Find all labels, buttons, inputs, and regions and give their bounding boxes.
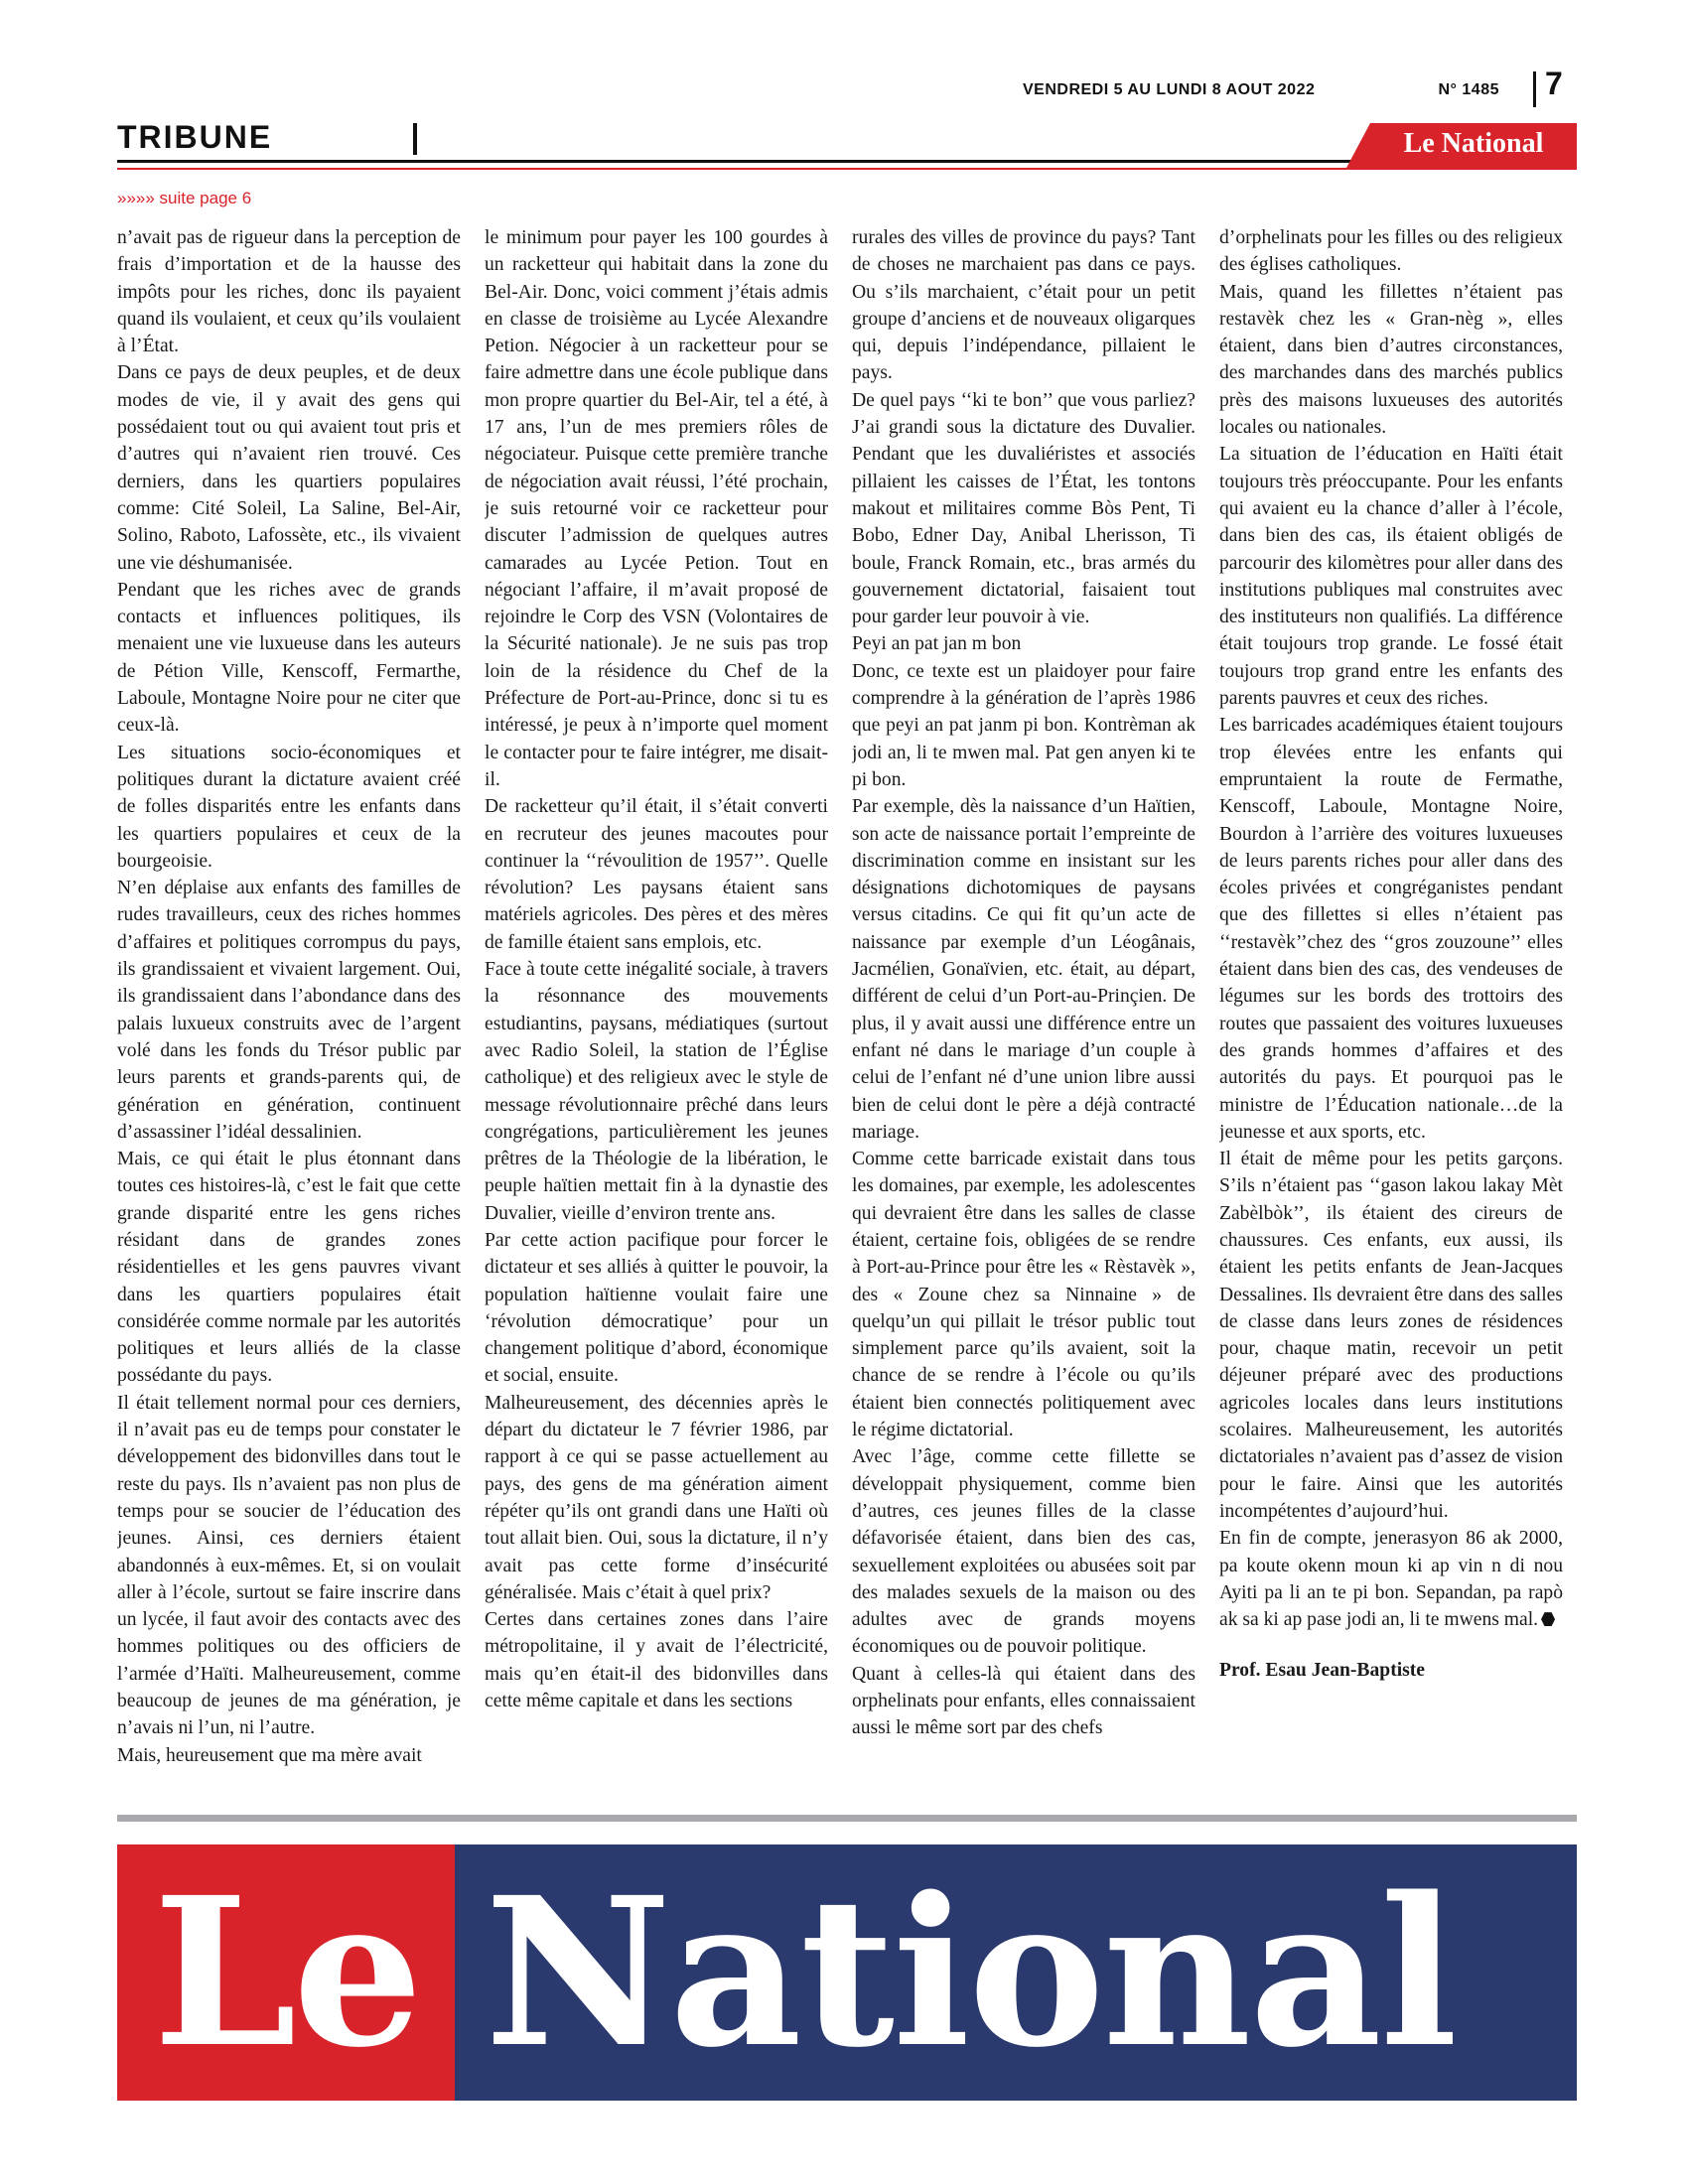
- header-rule: [117, 160, 1370, 163]
- paragraph: De racketteur qu’il était, il s’était converti en recruteur des jeunes macoutes pour continuer la ‘‘révoulition de 1957’’. Quelle révolution? Les paysans étaient sans matériels agricoles. Des pères et des mères de famille étaient sans emplois, etc.: [485, 796, 828, 953]
- paragraph: Mais, ce qui était le plus étonnant dans toutes ces histoires-là, c’est le fait que cette grande disparité entre les gens riches résidant dans de grandes zones résidentielles et les gens pauvres vivant dans les quartiers populaires était considérée comme normale par les autorités politiques et leurs alliés de la classe possédante du pays.: [117, 1149, 461, 1387]
- paragraph: Les barricades académiques étaient toujours trop élevées entre les enfants qui empruntaient la route de Fermathe, Kenscoff, Laboule, Montagne Noire, Bourdon à l’arrière des voitures luxueuses de leurs parents riches pour aller dans des écoles privées et congréganistes pendant que des fillettes si elles n’étaient pas ‘‘restavèk’’chez des ‘‘gros zouzoune’’ elles étaient dans bien des cas, des vendeuses de légumes sur les bords des trottoirs des routes que passaient des voitures luxueuses des grands hommes d’affaires et des autorités du pays. Et pourquoi pas le ministre de l’Éducation nationale…de la jeunesse et aux sports, etc.: [1219, 715, 1563, 1143]
- end-of-article-icon: [1541, 1612, 1555, 1626]
- article-column-1: [117, 224, 461, 1793]
- paragraph: Malheureusement, des décennies après le départ du dictateur le 7 février 1986, par rapport à ce qui se passe actuellement au pays, des gens de ma génération aiment répéter qu’ils ont grandi dans une Haïti où tout allait bien. Oui, sous la dictature, il n’y avait pas cette forme d’insécurité généralisée. Mais c’était à quel prix?: [485, 1392, 828, 1603]
- paragraph: Par cette action pacifique pour forcer le dictateur et ses alliés à quitter le pouvoir, la population haïtienne voulait faire une ‘révolution démocratique’ pour un changement politique d’abord, économique et social, ensuite.: [485, 1229, 828, 1387]
- section-marker: [413, 123, 417, 155]
- paragraph: le minimum pour payer les 100 gourdes à un racketteur qui habitait dans la zone du Bel-Air. Donc, voici comment j’étais admis en classe de troisième au Lycée Alexandre Petion. Négocier à un racketteur pour se faire admettre dans une école publique dans mon propre quartier du Bel-Air, tel a été, à 17 ans, l’un de mes premiers rôles de négociateur. Puisque cette première tranche de négociation avait réussi, l’été prochain, je suis retourné voir ce racketteur pour discuter l’admission de quelques autres camarades au Lycée Petion. Tout en négociant l’affaire, il m’avait proposé de rejoindre le Corp des VSN (Volontaires de la Sécurité nationale). Je ne suis pas trop loin de la résidence du Chef de la Préfecture de Port-au-Prince, donc si tu es intéressé, je peux à n’importe quel moment le contacter pour te faire intégrer, me disait-il.: [485, 227, 828, 790]
- paragraph: Mais, heureusement que ma mère avait: [117, 1744, 422, 1766]
- paragraph: Les situations socio-économiques et politiques durant la dictature avaient créé de folles disparités entre les enfants dans les quartiers populaires et ceux de la bourgeoisie.: [117, 742, 461, 872]
- article-column-2: [485, 224, 828, 1793]
- page-number: 7: [1545, 66, 1563, 101]
- logo-red-block: [117, 1844, 455, 2101]
- page-number-divider: [1533, 71, 1536, 107]
- paragraph: Certes dans certaines zones dans l’aire métropolitaine, il y avait de l’électricité, mais qu’en était-il des bidonvilles dans cette même capitale et dans les sections: [485, 1609, 828, 1712]
- paragraph: La situation de l’éducation en Haïti était toujours très préoccupante. Pour les enfants qui avaient eu la chance d’aller à l’école, dans bien des cas, ils étaient obligés de parcourir des kilomètres pour aller dans des institutions publiques mal construites avec des instituteurs non qualifiés. La différence était toujours trop grande. Le fossé était toujours trop grand entre les enfants des parents pauvres et ceux des riches.: [1219, 444, 1563, 710]
- article-column-4: [1219, 224, 1563, 1793]
- logo-text-national: National: [485, 1852, 1457, 2093]
- paragraph: rurales des villes de province du pays? Tant de choses ne marchaient pas dans ce pays. Ou s’ils marchaient, c’était pour un petit groupe d’anciens et de nouveaux oligarques qui, depuis l’indépendance, pillaient le pays.: [852, 227, 1196, 384]
- logo-blue-block: [455, 1844, 1577, 2101]
- paragraph: Il était tellement normal pour ces derniers, il n’avait pas eu de temps pour constater le développement des bidonvilles dans tout le reste du pays. Ils n’avaient pas non plus de temps pour se soucier de l’éducation des jeunes. Ainsi, ces derniers étaient abandonnés à eux-mêmes. Et, si on voulait aller à l’école, surtout se faire inscrire dans un lycée, il faut avoir des contacts avec des hommes politiques ou des officiers de l’armée d’Haïti. Malheureusement, comme beaucoup de jeunes de ma génération, je n’avais ni l’un, ni l’autre.: [117, 1392, 461, 1739]
- paragraph: Pendant que les riches avec de grands contacts et influences politiques, ils menaient une vie luxueuse dans les auteurs de Pétion Ville, Kenscoff, Fermarthe, Laboule, Montagne Noire pour ne citer que ceux-là.: [117, 579, 461, 737]
- paragraph-final: [1219, 1525, 1563, 1633]
- paragraph: d’orphelinats pour les filles ou des religieux des églises catholiques.: [1219, 227, 1563, 276]
- paragraph: Comme cette barricade existait dans tous les domaines, par exemple, les adolescentes qui devraient être dans les salles de classe étaient, certaine fois, obligées de se rendre à Port-au-Prince pour être les « Rèstavèk », des « Zoune chez sa Ninnaine » de quelqu’un qui pillait le trésor public tout simplement parce qu’ils avaient, soit la chance de se rendre à l’école ou qu’ils étaient bien connectés politiquement avec le régime dictatorial.: [852, 1149, 1196, 1441]
- issue-number: N° 1485: [1438, 81, 1499, 98]
- paragraph: Donc, ce texte est un plaidoyer pour faire comprendre à la génération de l’après 1986 que peyi an pat janm pi bon. Kontrèman ak jodi an, li te mwen mal. Pat gen anyen ki te pi bon.: [852, 660, 1196, 790]
- issue-date: VENDREDI 5 AU LUNDI 8 AOUT 2022: [1023, 81, 1316, 98]
- paragraph: Il était de même pour les petits garçons. S’ils n’étaient pas ‘‘gason lakou lakay Mèt Zabèlbòk’’, ils étaient des cireurs de chaussures. Ces enfants, eux aussi, ils étaient les petits enfants de Jean-Jacques Dessalines. Ils devraient être dans des salles de classe dans leurs zones de résidences pour, chaque matin, recevoir un petit déjeuner préparé avec des productions agricoles locales dans leurs institutions scolaires. Malheureusement, les autorités dictatoriales n’avaient pas d’assez de vision pour le faire. Ainsi que les autorités incompétentes d’aujourd’hui.: [1219, 1149, 1563, 1522]
- paragraph: N’en déplaise aux enfants des familles de rudes travailleurs, ceux des riches hommes d’affaires et politiques corrompus du pays, ils grandissaient et vivaient largement. Oui, ils grandissaient dans l’abondance dans des palais luxueux construits avec de l’argent volé dans les fonds du Trésor public par leurs parents et grands-parents qui, de génération en génération, continuent d’assassiner l’idéal dessalinien.: [117, 878, 461, 1143]
- brand-tab-label: Le National: [1403, 128, 1544, 159]
- footer-logo-banner: [117, 1844, 1577, 2101]
- paragraph: Mais, quand les fillettes n’étaient pas restavèk chez les « Gran-nèg », elles étaient, dans bien d’autres circonstances, des marchandes dans des marchés publics près des maisons luxueuses des autorités locales ou nationales.: [1219, 281, 1563, 439]
- paragraph: Avec l’âge, comme cette fillette se développait physiquement, comme bien d’autres, ces jeunes filles de la classe défavorisée étaient, dans bien des cas, sexuellement exploitées ou abusées soit par des malades sexuels de la maison ou des adultes avec de grands moyens économiques ou de pouvoir politique.: [852, 1446, 1196, 1658]
- dateline: [1023, 81, 1499, 99]
- paragraph: Dans ce pays de deux peuples, et de deux modes de vie, il y avait des gens qui possédaient tout ou qui avaient tout pris et d’autres qui n’avaient rien trouvé. Ces derniers, dans les quartiers populaires comme: Cité Soleil, La Saline, Bel-Air, Solino, Raboto, Lafossète, etc., ils vivaient une vie déshumanisée.: [117, 362, 461, 574]
- footer-rule: [117, 1815, 1577, 1822]
- section-title: TRIBUNE: [117, 119, 273, 155]
- continued-from-link: »»»» suite page 6: [117, 189, 252, 207]
- paragraph: n’avait pas de rigueur dans la perception de frais d’importation et de la hausse des impôts pour les riches, donc ils payaient quand ils voulaient, et ceux qu’ils voulaient à l’État.: [117, 227, 461, 357]
- paragraph: Face à toute cette inégalité sociale, à travers la résonnance des mouvements estudiantins, paysans, médiatiques (surtout avec Radio Soleil, la station de l’Église catholique) et des religieux avec le style de message révolutionnaire prêché dans leurs congrégations, particulièrement les jeunes prêtres de la Théologie de la libération, le peuple haïtien mettait fin à la dynastie des Duvalier, vieille d’environ trente ans.: [485, 959, 828, 1224]
- paragraph: Peyi an pat jan m bon: [852, 633, 1022, 655]
- author-byline: Prof. Esau Jean-Baptiste: [1219, 1660, 1426, 1682]
- paragraph: Quant à celles-là qui étaient dans des orphelinats pour enfants, elles connaissaient aussi le même sort par des chefs: [852, 1663, 1196, 1739]
- header-red-rule: [117, 168, 1577, 170]
- paragraph: Par exemple, dès la naissance d’un Haïtien, son acte de naissance portait l’empreinte de discrimination comme en insistant sur les désignations dichotomiques de paysans versus citadins. Ce qui fit qu’un acte de naissance par exemple d’un Léogânais, Jacmélien, Gonaïvien, etc. était, au départ, différent de celui d’un Port-au-Prinçien. De plus, il y avait aussi une différence entre un enfant né dans le mariage d’un couple à celui de l’enfant né d’une union libre aussi bien de celui dont le père a déjà contracté mariage.: [852, 796, 1196, 1143]
- paragraph: De quel pays ‘‘ki te bon’’ que vous parliez? J’ai grandi sous la dictature des Duvalier. Pendant que les duvaliéristes et associés pillaient les caisses de l’État, les tontons makout et militaires comme Bòs Pent, Ti Bobo, Edner Day, Anibal Lherisson, Ti boule, Franck Romain, etc., bras armés du gouvernement dictatorial, faisaient tout pour garder leur pouvoir à vie.: [852, 389, 1196, 628]
- article-column-3: [852, 224, 1196, 1793]
- logo-text-le: Le: [153, 1852, 419, 2093]
- article-body: [117, 224, 1577, 1793]
- final-paragraph-text: En fin de compte, jenerasyon 86 ak 2000, pa koute okenn moun ki ap vin n di nou Ayiti pa li an te pi bon. Sepandan, pa rapò ak sa ki ap pase jodi an, li te mwens mal.: [1219, 1528, 1563, 1631]
